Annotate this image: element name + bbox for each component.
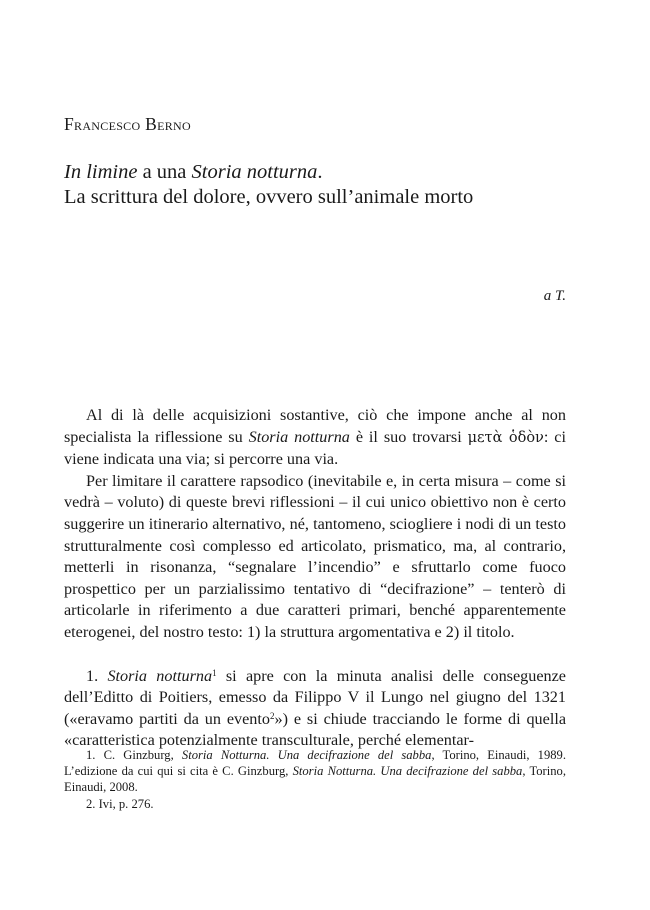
- fn1-c: , Torino, Einaudi, 1989. L’edizione da cui qui si cita è C. Ginzburg,: [64, 748, 566, 779]
- fn1-a: 1. C. Ginzburg,: [86, 748, 182, 762]
- author-name: Francesco Berno: [64, 114, 191, 134]
- article-title: [64, 160, 584, 210]
- footnotes: [64, 747, 566, 812]
- p3-text-d: ») e si chiude tracciando le forme di quella «caratteristica potenzialmente transculturale, perché elementar-: [64, 709, 567, 750]
- p1-text-a: Al di là delle acquisizioni sostantive, ciò che impone anche al non specialista la riflessione su: [64, 406, 566, 446]
- title-text-1: a una: [137, 161, 192, 183]
- paragraph-1: [64, 405, 566, 471]
- p3-number: 1.: [86, 666, 108, 685]
- fn1-d: Storia Notturna. Una decifrazione del sabba: [292, 764, 523, 779]
- title-line-2: La scrittura del dolore, ovvero sull’animale morto: [64, 186, 474, 208]
- title-italic-2: Storia notturna: [191, 161, 318, 183]
- p1-text-d: : ci viene indicata una via; si percorre una via.: [64, 427, 566, 469]
- footnote-ref-2[interactable]: 2: [270, 710, 275, 721]
- fn1-b: Storia Notturna. Una decifrazione del sabba: [181, 748, 432, 762]
- p3-text-c: si apre con la minuta analisi delle conseguenze dell’Editto di Poitiers, emesso da Filippo V il Lungo nel giugno del 1321 («eravamo partiti da un evento: [64, 666, 566, 728]
- fn1-e: , Torino, Einaudi, 2008.: [64, 764, 566, 795]
- paragraph-2: Per limitare il carattere rapsodico (inevitabile e, in certa misura – come si vedrà – voluto) di queste brevi riflessioni – il cui unico obiettivo non è certo suggerire un itinerario alternativo, né, tantomeno, sciogliere i nodi di un testo strutturalmente così complesso ed articolato, prismatico, ma, al contrario, metterli in risonanza, “segnalare l’incendio” e sfruttarlo come fuoco prospettico per un parzialissimo tentativo di “decifrazione” – tenterò di articolarle in riferimento a due caratteri primari, benché apparentemente eterogenei, del nostro testo: 1) la struttura argomentativa e 2) il titolo.: [64, 471, 566, 641]
- body-text: [64, 405, 566, 752]
- p1-greek: μετὰ ὁδὸν: [467, 429, 544, 446]
- footnote-1: [64, 747, 566, 796]
- dedication: a T.: [543, 288, 566, 304]
- p3-italic: Storia notturna: [107, 666, 213, 685]
- title-line-1: [64, 160, 584, 185]
- p1-italic: Storia notturna: [248, 427, 350, 446]
- footnote-2: 2. Ivi, p. 276.: [86, 796, 154, 811]
- paragraph-3: [64, 666, 566, 752]
- footnote-ref-1[interactable]: 1: [212, 667, 217, 678]
- title-period: .: [317, 161, 323, 183]
- title-italic-1: In limine: [64, 161, 138, 183]
- p1-text-c: è il suo trovarsi: [349, 427, 468, 446]
